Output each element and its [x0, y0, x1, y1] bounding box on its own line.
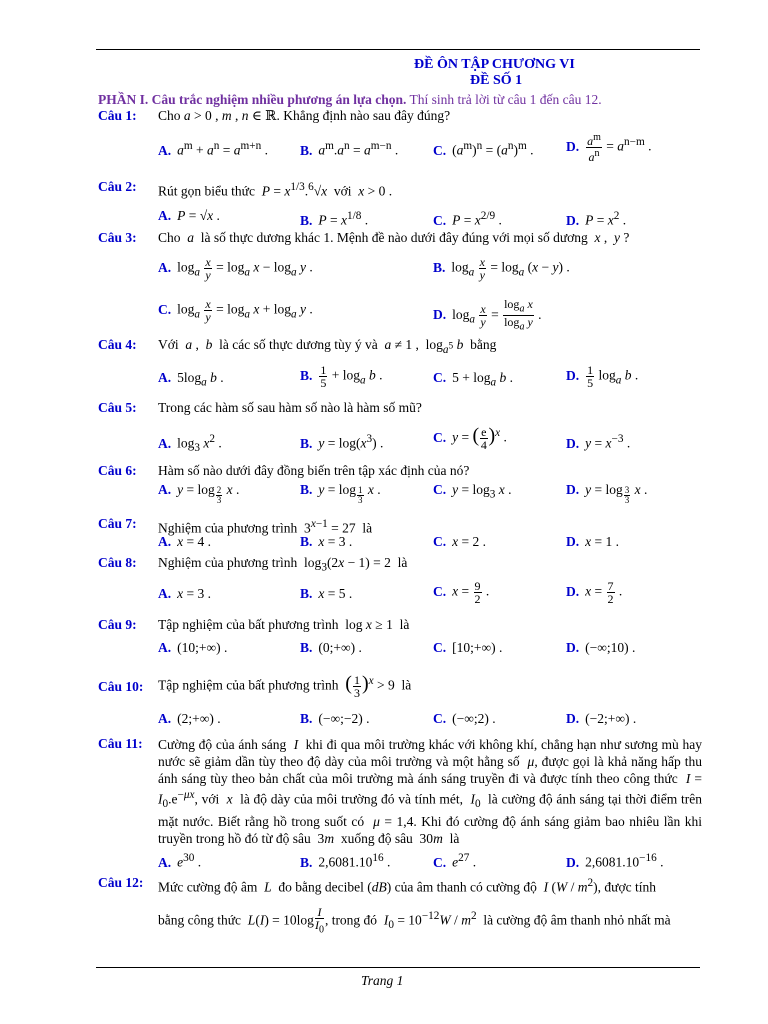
option-c[interactable]: C. $P = x^{2/9}$ .	[433, 210, 502, 228]
exam-subtitle: ĐỀ SỐ 1	[470, 73, 523, 88]
question-text: Cho a là số thực dương khác 1. Mệnh đề nào dưới đây đúng với mọi số dương x , y ?	[158, 230, 630, 245]
question-text: Cho a > 0 , m , n ∈ ℝ. Khẳng định nào sau đây đúng?	[158, 108, 451, 123]
option-a[interactable]: A. x = 3 .	[158, 586, 211, 601]
option-b[interactable]: B. x = 3 .	[300, 534, 353, 549]
question-text: Cường độ của ánh sáng I khi đi qua môi trường khác với không khí, chẳng hạn như sương mù hay nước sẽ giảm dần tùy theo độ dày của môi trường và một hằng số μ, được gọi là khả năng hấp thu ánh sáng tùy theo bản chất của môi trường mà ánh sáng truyền đi và được tính theo công thức $I = I_0.e^{-\mu x}$, với x là độ dày của môi trường đó và tính mét, $I_0$ là cường độ ánh sáng tại thời điểm trên mặt nước. Biết rằng hồ trong suốt có μ = 1,4. Khi đó cường độ ánh sáng giảm bao nhiêu lần khi truyền trong hồ đó từ độ sâu 3m xuống độ sâu 30m là	[158, 737, 702, 847]
option-b[interactable]: B. y = log $_{\frac{1}{3}}$ x .	[300, 482, 381, 505]
option-c[interactable]: C. $(a^m)^n = (a^n)^m$ .	[433, 140, 534, 158]
option-b[interactable]: B. (0;+∞) .	[300, 640, 362, 655]
option-c[interactable]: C. [10;+∞) .	[433, 640, 503, 655]
option-d[interactable]: D. $\frac{1}{5}$ $\log_a b$ .	[566, 363, 639, 390]
option-b[interactable]: B. $\frac{1}{5}$ + $\log_a b$ .	[300, 363, 383, 390]
question-text: Nghiệm của phương trình $3^{x-1} = 27$ là	[158, 518, 373, 536]
question-label: Câu 2:	[98, 179, 137, 194]
question-label: Câu 8:	[98, 555, 137, 570]
question-label: Câu 7:	[98, 516, 137, 531]
option-a[interactable]: A. (2;+∞) .	[158, 711, 221, 726]
question-text-cont: bằng công thức L(I) = 10log $\frac{I}{I_0}$ , trong đó $I_0 = 10^{-12}W / m^2$ là cường độ âm thanh nhỏ nhất mà	[158, 905, 671, 936]
question-label: Câu 11:	[98, 736, 143, 751]
option-b[interactable]: B. $\log_a$ $\frac{x}{y}$ = $\log_a (x - y)$ .	[433, 255, 570, 282]
option-c[interactable]: C. $y = \log_3 x$ .	[433, 482, 512, 501]
option-a[interactable]: A. $5\log_a$ b .	[158, 370, 224, 389]
section-heading	[98, 92, 602, 108]
option-d[interactable]: D. $P = x^2$ .	[566, 210, 627, 228]
option-d[interactable]: D. $y = x^{-3}$ .	[566, 433, 631, 451]
option-a[interactable]: A. x = 4 .	[158, 534, 211, 549]
section-instruction: Thí sinh trả lời từ câu 1 đến câu 12.	[409, 92, 602, 107]
exam-title: ĐỀ ÔN TẬP CHƯƠNG VI	[414, 57, 575, 72]
option-d[interactable]: D. (−2;+∞) .	[566, 711, 637, 726]
question-label: Câu 12:	[98, 875, 144, 890]
option-d[interactable]: D. y = log $_{\frac{3}{3}}$ x .	[566, 482, 648, 505]
question-label: Câu 4:	[98, 337, 137, 352]
option-d[interactable]: D. x = 1 .	[566, 534, 619, 549]
option-c[interactable]: C. x = $\frac{9}{2}$ .	[433, 579, 490, 606]
option-b[interactable]: B. $y = \log(x^3)$ .	[300, 433, 384, 451]
header-rule	[96, 49, 700, 50]
question-text: Tập nghiệm của bất phương trình log x ≥ 1 là	[158, 617, 410, 632]
question-text: Trong các hàm số sau hàm số nào là hàm số mũ?	[158, 400, 422, 415]
question-text: Mức cường độ âm L đo bằng decibel (dB) của âm thanh có cường độ I $(W / m^2)$, được tính	[158, 877, 656, 895]
footer-rule	[96, 967, 700, 968]
question-label: Câu 10:	[98, 679, 144, 694]
option-d[interactable]: D. (−∞;10) .	[566, 640, 636, 655]
option-a[interactable]: A. (10;+∞) .	[158, 640, 228, 655]
option-b[interactable]: B. 2,6081.10$^{16}$ .	[300, 852, 391, 870]
option-b[interactable]: B. $a^m.a^n = a^{m-n}$ .	[300, 140, 399, 158]
option-a[interactable]: A. $a^m + a^n = a^{m+n}$ .	[158, 140, 268, 158]
option-c[interactable]: C. $e^{27}$ .	[433, 852, 477, 870]
option-a[interactable]: A. y = log $_{\frac{2}{3}}$ x .	[158, 482, 240, 505]
option-d[interactable]: D. $2,6081.10^{-16}$ .	[566, 852, 664, 870]
option-b[interactable]: B. (−∞;−2) .	[300, 711, 370, 726]
question-label: Câu 3:	[98, 230, 137, 245]
option-d[interactable]: D. $\frac{a^m}{a^n}$ = $a^{n-m}$ .	[566, 132, 652, 164]
question-text: Với a , b là các số thực dương tùy ý và a ≠ 1 , $\log_{a^5} b$ bằng	[158, 337, 497, 356]
option-c[interactable]: C. $5 + \log_a b$ .	[433, 370, 513, 389]
question-label: Câu 6:	[98, 463, 137, 478]
option-d[interactable]: D. $\log_a$ $\frac{x}{y}$ = $\frac{\log_a x}{\log_a y}$ .	[433, 297, 542, 333]
option-a[interactable]: A. $e^{30}$ .	[158, 852, 202, 870]
question-text: Hàm số nào dưới đây đồng biến trên tập xác định của nó?	[158, 463, 470, 478]
page-number: Trang 1	[361, 973, 404, 988]
option-c[interactable]: C. x = 2 .	[433, 534, 486, 549]
option-c[interactable]: C. (−∞;2) .	[433, 711, 496, 726]
question-text: Rút gọn biểu thức $P = x^{1/3}.^6√x$ với x > 0 .	[158, 181, 393, 199]
question-label: Câu 5:	[98, 400, 137, 415]
question-label: Câu 9:	[98, 617, 137, 632]
question-text: Nghiệm của phương trình $\log_3(2x - 1) = 2$ là	[158, 555, 408, 574]
option-a[interactable]: A. P = √x .	[158, 208, 220, 223]
option-b[interactable]: B. $P = x^{1/8}$ .	[300, 210, 369, 228]
option-b[interactable]: B. x = 5 .	[300, 586, 353, 601]
question-text: Tập nghiệm của bất phương trình ( $\frac{1}{3}$ )$^x$ > 9 là	[158, 672, 412, 700]
option-a[interactable]: A. $\log_3 x^2$ .	[158, 433, 222, 455]
option-c[interactable]: C. $\log_a$ $\frac{x}{y}$ = $\log_a x + \log_a y$ .	[158, 297, 313, 324]
option-a[interactable]: A. $\log_a$ $\frac{x}{y}$ = $\log_a x - \log_a y$ .	[158, 255, 313, 282]
question-label: Câu 1:	[98, 108, 137, 123]
section-title: PHẦN I. Câu trắc nghiệm nhiều phương án lựa chọn.	[98, 92, 407, 107]
option-d[interactable]: D. x = $\frac{7}{2}$ .	[566, 579, 623, 606]
option-c[interactable]: C. y = ( $\frac{e}{4}$ )$^x$ .	[433, 424, 507, 452]
